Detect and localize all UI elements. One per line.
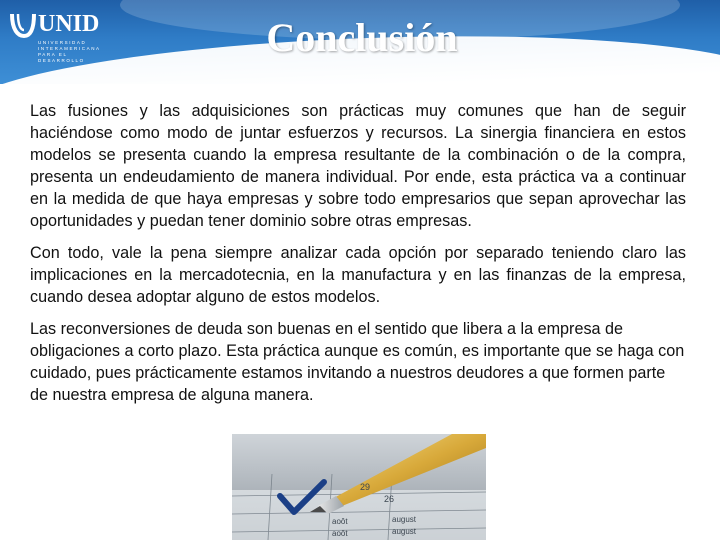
logo-subtitle: UNIVERSIDAD INTERAMERICANA PARA EL DESARROLLO	[38, 40, 101, 63]
slide-body	[30, 100, 686, 416]
paragraph-2: Con todo, vale la pena siempre analizar cada opción por separado teniendo claro las implicaciones en la mercadotecnia, en la manufactura y en las finanzas de la empresa, cuando desea adoptar alguno de estos modelos.	[30, 244, 686, 306]
calendar-number-2: 26	[384, 494, 395, 504]
calendar-word-1: aoôt	[332, 517, 348, 526]
paragraph-1: Las fusiones y las adquisiciones son prácticas muy comunes que han de seguir haciéndose como modo de juntar esfuerzos y recursos. La sinergia financiera en estos modelos se presenta cuando la empresa resultante de la combinación o de la compra, presenta un endeudamiento de manera individual. Por ende, esta práctica va a continuar en la medida de que haya empresas y sobre todo empresarios que sepan aprovechar las oportunidades y puedan tener dominio sobre otras empresas.	[30, 102, 686, 230]
calendar-word-3: aoôt	[332, 529, 348, 538]
calendar-pen-photo	[232, 434, 486, 540]
calendar-number-1: 29	[360, 482, 371, 492]
page-title: Conclusión	[266, 15, 458, 60]
calendar-pen-illustration	[232, 434, 486, 540]
calendar-word-2: august	[392, 515, 417, 524]
logo-word: UNID	[38, 11, 100, 37]
calendar-word-4: august	[392, 527, 417, 536]
paragraph-3: Las reconversiones de deuda son buenas en el sentido que libera a la empresa de obligaciones a corto plazo. Esta práctica aunque es común, es importante que se haga con cuidado, pues prácticamente estamos invitando a nuestros deudores a que formen parte de nuestra empresa de alguna manera.	[30, 320, 685, 404]
